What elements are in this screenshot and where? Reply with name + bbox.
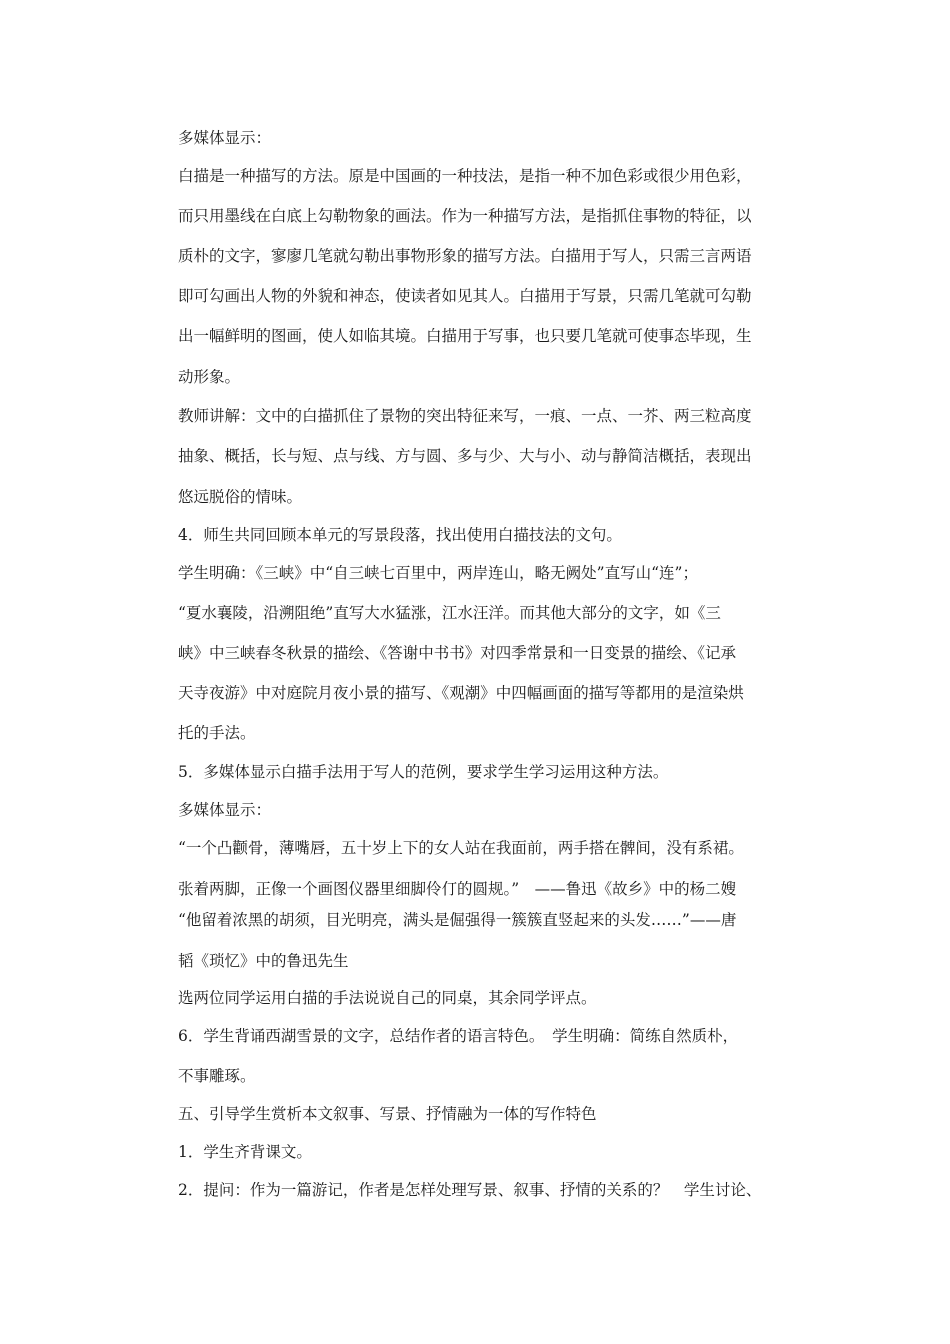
text-line: 5．多媒体显示白描手法用于写人的范例，要求学生学习运用这种方法。 xyxy=(178,763,669,781)
text-line: 抽象、概括，长与短、点与线、方与圆、多与少、大与小、动与静简洁概括，表现出 xyxy=(178,447,752,465)
text-line: 托的手法。 xyxy=(178,724,256,742)
text-line: 悠远脱俗的情味。 xyxy=(178,488,303,506)
text-line: 天寺夜游》中对庭院月夜小景的描写、《观潮》中四幅画面的描写等都用的是渲染烘 xyxy=(178,684,744,702)
text-line: 多媒体显示： xyxy=(178,801,272,819)
text-line: 白描是一种描写的方法。原是中国画的一种技法，是指一种不加色彩或很少用色彩， xyxy=(178,167,752,185)
text-line: 6．学生背诵西湖雪景的文字，总结作者的语言特色。 学生明确：简练自然质朴， xyxy=(178,1027,739,1045)
text-line: 动形象。 xyxy=(178,368,241,386)
text-line: 不事雕琢。 xyxy=(178,1067,256,1085)
text-line: 教师讲解：文中的白描抓住了景物的突出特征来写，一痕、一点、一芥、两三粒高度 xyxy=(178,407,752,425)
text-line: 1．学生齐背课文。 xyxy=(178,1143,312,1161)
text-line: 而只用墨线在白底上勾勒物象的画法。作为一种描写方法，是指抓住事物的特征，以 xyxy=(178,207,752,225)
text-line: 峡》中三峡春冬秋景的描绘、《答谢中书书》对四季常景和一日变景的描绘、《记承 xyxy=(178,644,737,662)
text-line: 多媒体显示： xyxy=(178,129,272,147)
text-line: 2．提问：作为一篇游记，作者是怎样处理写景、叙事、抒情的关系的？ 学生讨论、 xyxy=(178,1181,762,1199)
text-line: “他留着浓黑的胡须，目光明亮，满头是倔强得一簇簇直竖起来的头发……”——唐 xyxy=(178,911,737,929)
text-line: 4．师生共同回顾本单元的写景段落，找出使用白描技法的文句。 xyxy=(178,526,622,544)
text-line: 出一幅鲜明的图画，使人如临其境。白描用于写事，也只要几笔就可使事态毕现，生 xyxy=(178,327,752,345)
text-line: 五、引导学生赏析本文叙事、写景、抒情融为一体的写作特色 xyxy=(178,1105,597,1123)
text-line: 即可勾画出人物的外貌和神态，使读者如见其人。白描用于写景，只需几笔就可勾勒 xyxy=(178,287,752,305)
text-line: “夏水襄陵，沿溯阻绝”直写大水猛涨，江水汪洋。而其他大部分的文字，如《三 xyxy=(178,604,721,622)
text-line: 学生明确：《三峡》中“自三峡七百里中，两岸连山，略无阙处”直写山“连”； xyxy=(178,564,698,582)
text-line: 选两位同学运用白描的手法说说自己的同桌，其余同学评点。 xyxy=(178,989,597,1007)
text-line: 质朴的文字，寥廖几笔就勾勒出事物形象的描写方法。白描用于写人，只需三言两语 xyxy=(178,247,752,265)
text-line: “一个凸颧骨，薄嘴唇，五十岁上下的女人站在我面前，两手搭在髀间，没有系裙。 xyxy=(178,839,744,857)
text-line: 张着两脚，正像一个画图仪器里细脚伶仃的圆规。” ——鲁迅《故乡》中的杨二嫂 xyxy=(178,880,737,898)
text-line: 韬《琐忆》中的鲁迅先生 xyxy=(178,952,349,970)
